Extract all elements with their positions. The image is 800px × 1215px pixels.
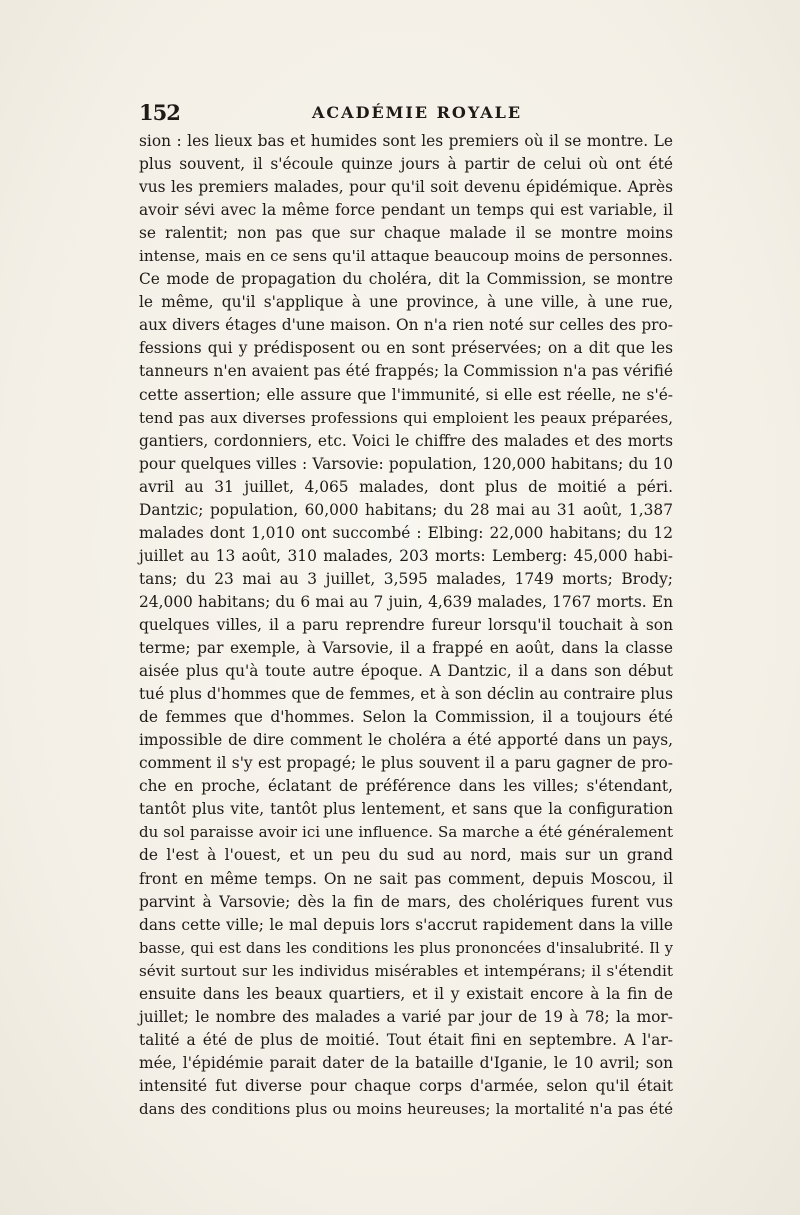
text-line: impossible de dire comment le choléra a été apporté dans un pays, [139,731,673,750]
text-line: talité a été de plus de moitié. Tout était fini en septembre. A l'ar- [139,1030,673,1049]
text-line: juillet; le nombre des malades a varié par jour de 19 à 78; la mor- [139,1007,673,1026]
text-line: Dantzic; population, 60,000 habitans; du 28 mai au 31 août, 1,387 [139,500,673,519]
text-line: sion : les lieux bas et humides sont les premiers où il se montre. Le [139,132,673,150]
page-header [139,100,673,130]
text-line: le même, qu'il s'applique à une province, à une ville, à une rue, [139,293,673,312]
text-line: quelques villes, il a paru reprendre fureur lorsqu'il touchait à son [139,615,673,634]
text-line: malades dont 1,010 ont succombé : Elbing: 22,000 habitans; du 12 [139,523,673,542]
text-line: de femmes que d'hommes. Selon la Commission, il a toujours été [139,708,673,727]
text-line: ensuite dans les beaux quartiers, et il y existait encore à la fin de [139,984,673,1003]
text-line: vus les premiers malades, pour qu'il soit devenu épidémique. Après [139,178,673,197]
text-line: avril au 31 juillet, 4,065 malades, dont plus de moitié a péri. [139,477,673,496]
text-line: se ralentit; non pas que sur chaque malade il se montre moins [139,224,673,243]
text-line: Ce mode de propagation du choléra, dit la Commission, se montre [139,270,673,289]
page-number: 152 [139,100,180,125]
text-line: front en même temps. On ne sait pas comment, depuis Moscou, il [139,869,673,888]
text-line: sévit surtout sur les individus misérables et intempérans; il s'étendit [139,961,673,980]
text-line: terme; par exemple, à Varsovie, il a frappé en août, dans la classe [139,639,673,658]
running-title: ACADÉMIE ROYALE [312,103,523,122]
text-line: tantôt plus vite, tantôt plus lentement, et sans que la configuration [139,800,673,819]
text-line: comment il s'y est propagé; le plus souvent il a paru gagner de pro- [139,754,673,773]
text-line: basse, qui est dans les conditions les plus prononcées d'insalubrité. Il y [139,939,673,957]
text-line: plus souvent, il s'écoule quinze jours à partir de celui où ont été [139,155,673,174]
text-line: che en proche, éclatant de préférence dans les villes; s'étendant, [139,777,673,796]
text-line: tanneurs n'en avaient pas été frappés; la Commission n'a pas vérifié [139,362,673,381]
text-line: de l'est à l'ouest, et un peu du sud au nord, mais sur un grand [139,846,673,865]
text-line: dans cette ville; le mal depuis lors s'accrut rapidement dans la ville [139,915,673,934]
text-line: 24,000 habitans; du 6 mai au 7 juin, 4,639 malades, 1767 morts. En [139,592,673,611]
text-line: tué plus d'hommes que de femmes, et à son déclin au contraire plus [139,685,673,704]
text-line: avoir sévi avec la même force pendant un temps qui est variable, il [139,201,673,220]
text-line: aux divers étages d'une maison. On n'a rien noté sur celles des pro- [139,316,673,335]
text-line: intense, mais en ce sens qu'il attaque beaucoup moins de personnes. [139,247,673,266]
text-line: mée, l'épidémie parait dater de la bataille d'Iganie, le 10 avril; son [139,1053,673,1072]
text-line: pour quelques villes : Varsovie: population, 120,000 habitans; du 10 [139,454,673,473]
text-line: tans; du 23 mai au 3 juillet, 3,595 malades, 1749 morts; Brody; [139,569,673,588]
body-text [139,130,673,1121]
text-line: tend pas aux diverses professions qui emploient les peaux préparées, [139,408,673,427]
text-line: du sol paraisse avoir ici une influence. Sa marche a été généralement [139,823,673,842]
text-line: parvint à Varsovie; dès la fin de mars, des cholériques furent vus [139,892,673,911]
text-line: intensité fut diverse pour chaque corps d'armée, selon qu'il était [139,1076,673,1095]
text-line: aisée plus qu'à toute autre époque. A Dantzic, il a dans son début [139,662,673,681]
text-line: juillet au 13 août, 310 malades, 203 morts: Lemberg: 45,000 habi- [139,546,673,565]
text-line: gantiers, cordonniers, etc. Voici le chiffre des malades et des morts [139,431,673,450]
text-line: fessions qui y prédisposent ou en sont préservées; on a dit que les [139,339,673,358]
text-line: dans des conditions plus ou moins heureuses; la mortalité n'a pas été [139,1099,673,1118]
text-line: cette assertion; elle assure que l'immunité, si elle est réelle, ne s'é- [139,385,673,404]
